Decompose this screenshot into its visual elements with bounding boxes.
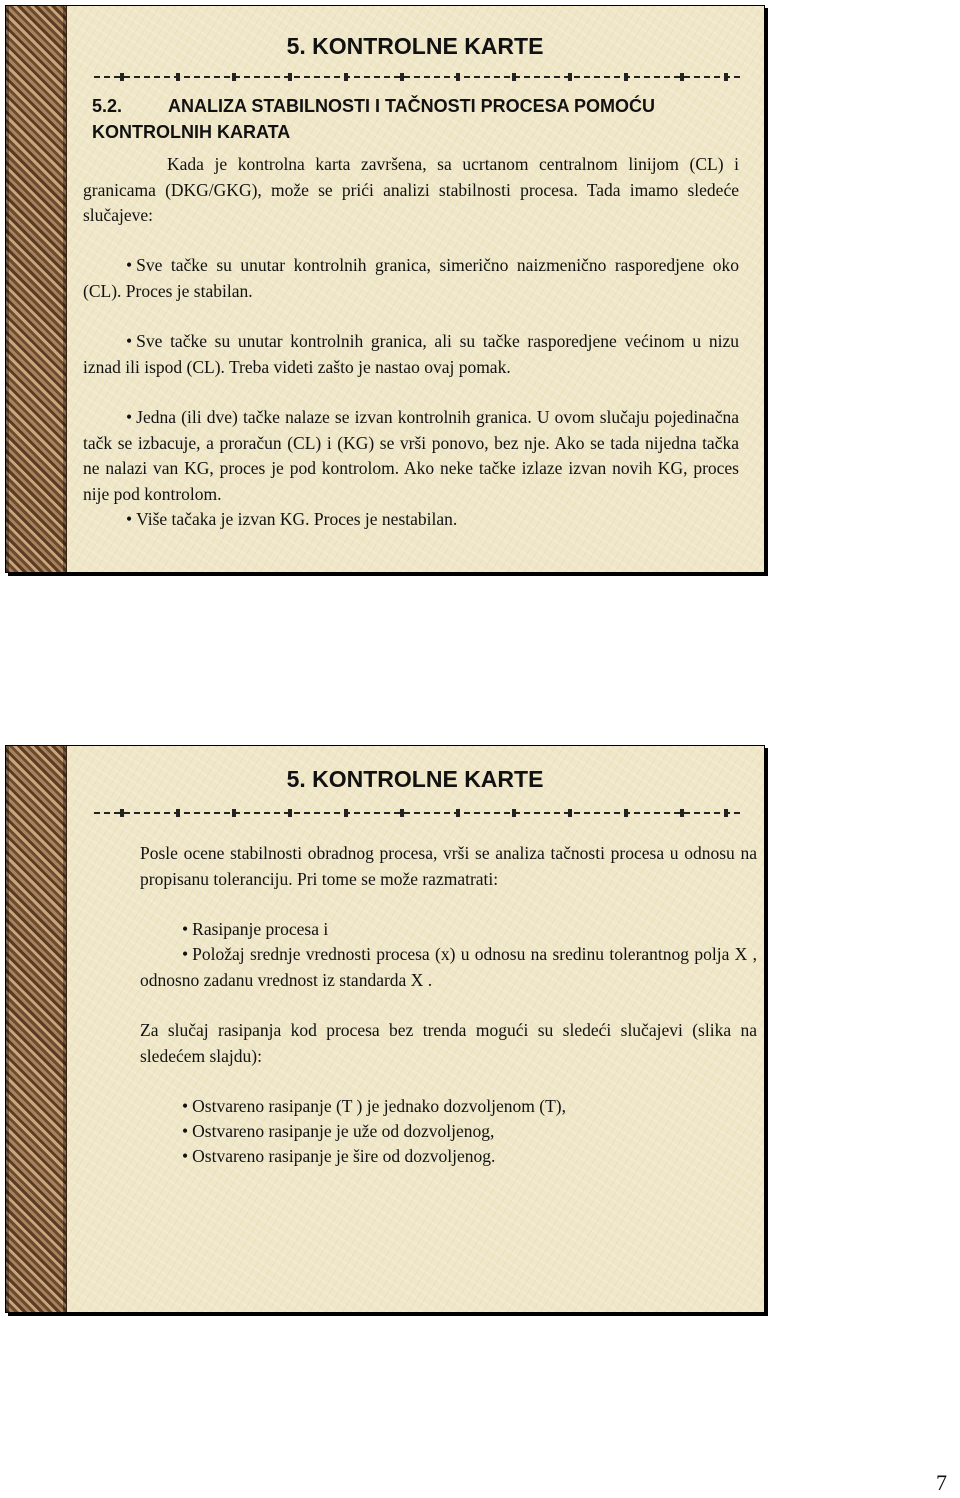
section-number: 5.2. [92, 96, 123, 116]
title-divider [94, 72, 744, 82]
bullet-item: • Jedna (ili dve) tačke nalaze se izvan kontrolnih granica. U ovom slučaju pojedinačna tačk se izbacuje, a proračun (CL) i (KG) se vrši ponovo, bez nje. Ako se tada nijedna tačka ne nalazi van KG, proces je pod kontrolom. Ako neke tačke izlaze izvan novih KG, proces nije pod kontrolom. [83, 405, 739, 507]
bullet-item: • Položaj srednje vrednosti procesa (x) u odnosu na sredinu tolerantnog polja X , odnosno zadanu vrednost iz standarda X . [140, 942, 757, 993]
bullet-item: • Više tačaka je izvan KG. Proces je nestabilan. [83, 507, 739, 533]
intro-paragraph: Posle ocene stabilnosti obradnog procesa, vrši se analiza tačnosti procesa u odnosu na propisanu toleranciju. Pri tome se može razmatrati: [140, 843, 757, 889]
intro-paragraph: Kada je kontrolna karta završena, sa ucrtanom centralnom linijom (CL) i granicama (DKG/GKG), može se prići analizi stabilnosti procesa. Tada imamo sledeće slučajeve: [83, 154, 739, 225]
section-heading [92, 93, 752, 145]
decorative-side-stripe [6, 746, 67, 1312]
slide-title: 5. KONTROLNE KARTE [286, 33, 544, 59]
bullet-item: • Rasipanje procesa i [140, 917, 757, 943]
bullet-item: • Ostvareno rasipanje je uže od dozvoljenog, [182, 1119, 757, 1145]
slide-1 [5, 5, 765, 573]
title-divider [94, 808, 744, 818]
decorative-side-stripe [6, 6, 67, 572]
bullet-item: • Ostvareno rasipanje je šire od dozvoljenog. [182, 1144, 757, 1170]
bullet-item: • Ostvareno rasipanje (T ) je jednako dozvoljenom (T), [182, 1094, 757, 1120]
slide-2 [5, 745, 765, 1313]
section-title: ANALIZA STABILNOSTI I TAČNOSTI PROCESA POMOĆU KONTROLNIH KARATA [92, 96, 655, 142]
bullet-item: • Sve tačke su unutar kontrolnih granica, ali su tačke rasporedjene većinom u nizu iznad ili ispod (CL). Treba videti zašto je nastao ovaj pomak. [83, 329, 739, 380]
page-number: 7 [936, 1470, 947, 1495]
bullet-item: • Sve tačke su unutar kontrolnih granica, simerično naizmenično rasporedjene oko (CL). Proces je stabilan. [83, 253, 739, 304]
slide-title: 5. KONTROLNE KARTE [286, 766, 544, 792]
paragraph: Za slučaj rasipanja kod procesa bez trenda mogući su sledeći slučajevi (slika na sledećem slajdu): [140, 1020, 757, 1066]
